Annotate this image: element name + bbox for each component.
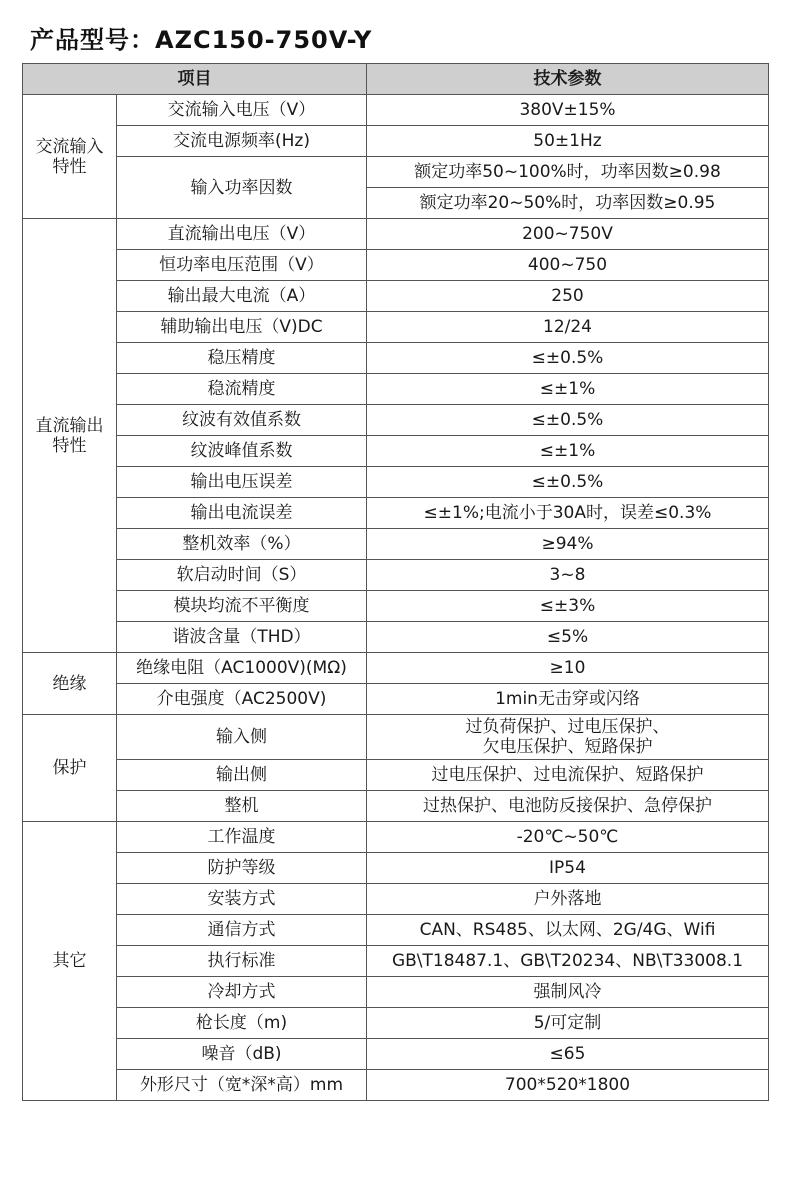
table-row bbox=[23, 95, 769, 126]
parameter-label: 冷却方式 bbox=[117, 977, 367, 1008]
parameter-label: 执行标准 bbox=[117, 946, 367, 977]
page-title: 产品型号：AZC150-750V-Y bbox=[30, 26, 373, 54]
table-row bbox=[23, 126, 769, 157]
header-spec: 技术参数 bbox=[367, 64, 769, 95]
group-label bbox=[23, 95, 117, 219]
table-row bbox=[23, 622, 769, 653]
parameter-value: ≤±1%;电流小于30A时，误差≤0.3% bbox=[367, 498, 769, 529]
table-row bbox=[23, 653, 769, 684]
table-row bbox=[23, 498, 769, 529]
group-label bbox=[23, 715, 117, 822]
header-item: 项目 bbox=[23, 64, 367, 95]
table-row bbox=[23, 791, 769, 822]
parameter-value: 过热保护、电池防反接保护、急停保护 bbox=[367, 791, 769, 822]
table-header-row bbox=[23, 64, 769, 95]
parameter-label: 模块均流不平衡度 bbox=[117, 591, 367, 622]
parameter-label: 纹波有效值系数 bbox=[117, 405, 367, 436]
group-label-line: 绝缘 bbox=[52, 673, 87, 694]
parameter-value: ≥94% bbox=[367, 529, 769, 560]
table-row bbox=[23, 715, 769, 760]
parameter-value bbox=[367, 715, 769, 760]
group-label-line: 直流输出 bbox=[35, 415, 104, 436]
parameter-label: 恒功率电压范围（V） bbox=[117, 250, 367, 281]
parameter-label: 整机 bbox=[117, 791, 367, 822]
parameter-label: 交流输入电压（V） bbox=[117, 95, 367, 126]
parameter-value: 5/可定制 bbox=[367, 1008, 769, 1039]
table-row bbox=[23, 1008, 769, 1039]
table-row bbox=[23, 684, 769, 715]
parameter-label: 输出最大电流（A） bbox=[117, 281, 367, 312]
table-row bbox=[23, 822, 769, 853]
table-row bbox=[23, 560, 769, 591]
table-row bbox=[23, 436, 769, 467]
table-row bbox=[23, 405, 769, 436]
parameter-label: 防护等级 bbox=[117, 853, 367, 884]
parameter-value: 额定功率20~50%时，功率因数≥0.95 bbox=[367, 188, 769, 219]
table-row bbox=[23, 529, 769, 560]
parameter-value: ≤±1% bbox=[367, 374, 769, 405]
table-row bbox=[23, 467, 769, 498]
parameter-value: CAN、RS485、以太网、2G/4G、Wifi bbox=[367, 915, 769, 946]
table-row bbox=[23, 915, 769, 946]
parameter-value: GB\T18487.1、GB\T20234、NB\T33008.1 bbox=[367, 946, 769, 977]
parameter-value: 过电压保护、过电流保护、短路保护 bbox=[367, 760, 769, 791]
table-row bbox=[23, 591, 769, 622]
parameter-label: 介电强度（AC2500V) bbox=[117, 684, 367, 715]
parameter-value: ≤±0.5% bbox=[367, 343, 769, 374]
table-row bbox=[23, 977, 769, 1008]
parameter-value-line: 欠电压保护、短路保护 bbox=[482, 737, 653, 757]
parameter-value: 12/24 bbox=[367, 312, 769, 343]
group-label bbox=[23, 653, 117, 715]
parameter-label: 通信方式 bbox=[117, 915, 367, 946]
parameter-value: ≤5% bbox=[367, 622, 769, 653]
parameter-value: 200~750V bbox=[367, 219, 769, 250]
parameter-label: 谐波含量（THD） bbox=[117, 622, 367, 653]
parameter-label: 交流电源频率(Hz) bbox=[117, 126, 367, 157]
table-row bbox=[23, 946, 769, 977]
parameter-label: 绝缘电阻（AC1000V)(MΩ) bbox=[117, 653, 367, 684]
parameter-label: 输入功率因数 bbox=[117, 157, 367, 219]
parameter-label: 外形尺寸（宽*深*高）mm bbox=[117, 1070, 367, 1101]
parameter-label: 噪音（dB) bbox=[117, 1039, 367, 1070]
table-row bbox=[23, 374, 769, 405]
parameter-label: 稳压精度 bbox=[117, 343, 367, 374]
parameter-value: -20℃~50℃ bbox=[367, 822, 769, 853]
parameter-value: ≤±1% bbox=[367, 436, 769, 467]
parameter-value: 额定功率50~100%时，功率因数≥0.98 bbox=[367, 157, 769, 188]
parameter-label: 纹波峰值系数 bbox=[117, 436, 367, 467]
parameter-value: ≤±0.5% bbox=[367, 405, 769, 436]
parameter-value: 强制风冷 bbox=[367, 977, 769, 1008]
table-row bbox=[23, 884, 769, 915]
group-label bbox=[23, 822, 117, 1101]
parameter-label: 直流输出电压（V） bbox=[117, 219, 367, 250]
group-label-line: 特性 bbox=[52, 435, 87, 456]
parameter-label: 软启动时间（S） bbox=[117, 560, 367, 591]
parameter-value: 700*520*1800 bbox=[367, 1070, 769, 1101]
group-label bbox=[23, 219, 117, 653]
parameter-value: 250 bbox=[367, 281, 769, 312]
parameter-value-line: 过负荷保护、过电压保护、 bbox=[465, 717, 670, 737]
parameter-value: 400~750 bbox=[367, 250, 769, 281]
parameter-value: 3~8 bbox=[367, 560, 769, 591]
table-row bbox=[23, 760, 769, 791]
parameter-label: 输出电压误差 bbox=[117, 467, 367, 498]
parameter-value: ≤±0.5% bbox=[367, 467, 769, 498]
table-row bbox=[23, 1070, 769, 1101]
table-row bbox=[23, 250, 769, 281]
group-label-line: 保护 bbox=[52, 758, 87, 778]
parameter-value: 1min无击穿或闪络 bbox=[367, 684, 769, 715]
spec-table bbox=[22, 63, 769, 1101]
parameter-value: 380V±15% bbox=[367, 95, 769, 126]
parameter-label: 输入侧 bbox=[117, 715, 367, 760]
table-row bbox=[23, 281, 769, 312]
parameter-value: ≥10 bbox=[367, 653, 769, 684]
table-row bbox=[23, 219, 769, 250]
table-row bbox=[23, 343, 769, 374]
group-label-line: 特性 bbox=[52, 156, 87, 177]
parameter-label: 安装方式 bbox=[117, 884, 367, 915]
parameter-label: 输出侧 bbox=[117, 760, 367, 791]
parameter-value: ≤±3% bbox=[367, 591, 769, 622]
parameter-label: 工作温度 bbox=[117, 822, 367, 853]
parameter-value: 户外落地 bbox=[367, 884, 769, 915]
parameter-label: 枪长度（m) bbox=[117, 1008, 367, 1039]
parameter-value: 50±1Hz bbox=[367, 126, 769, 157]
parameter-value: IP54 bbox=[367, 853, 769, 884]
parameter-label: 稳流精度 bbox=[117, 374, 367, 405]
parameter-value: ≤65 bbox=[367, 1039, 769, 1070]
parameter-label: 整机效率（%） bbox=[117, 529, 367, 560]
group-label-line: 交流输入 bbox=[35, 136, 104, 157]
table-row bbox=[23, 1039, 769, 1070]
group-label-line: 其它 bbox=[52, 951, 87, 971]
table-row bbox=[23, 312, 769, 343]
parameter-label: 辅助输出电压（V)DC bbox=[117, 312, 367, 343]
table-row bbox=[23, 853, 769, 884]
parameter-label: 输出电流误差 bbox=[117, 498, 367, 529]
table-row bbox=[23, 157, 769, 188]
